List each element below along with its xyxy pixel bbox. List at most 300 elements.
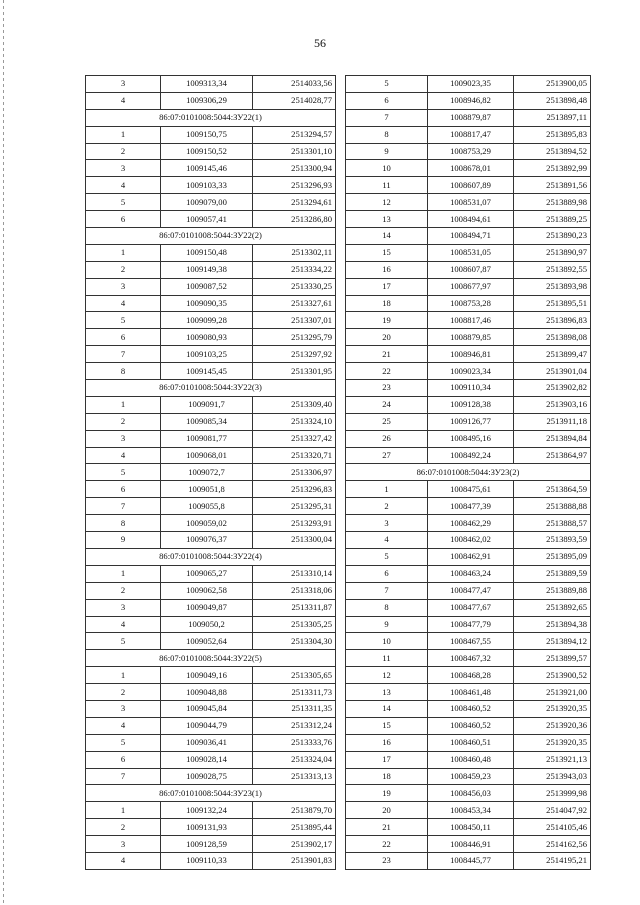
coord-x: 1009103,33	[161, 177, 253, 194]
point-number: 6	[86, 329, 161, 346]
coord-y: 2513304,30	[253, 633, 336, 650]
coord-x: 1009065,27	[161, 565, 253, 582]
point-row	[346, 785, 591, 802]
coord-x: 1008460,52	[428, 717, 514, 734]
coord-y: 2513892,65	[514, 599, 591, 616]
coord-x: 1009057,41	[161, 211, 253, 228]
point-row	[86, 430, 336, 447]
point-number: 4	[86, 295, 161, 312]
point-number: 14	[346, 700, 428, 717]
point-number: 5	[86, 312, 161, 329]
point-number: 5	[346, 548, 428, 565]
coord-x: 1008477,39	[428, 498, 514, 515]
point-row	[346, 734, 591, 751]
point-number: 6	[346, 92, 428, 109]
coord-x: 1009023,34	[428, 363, 514, 380]
point-row	[346, 684, 591, 701]
coord-y: 2513889,98	[514, 194, 591, 211]
point-row	[86, 734, 336, 751]
point-row	[86, 802, 336, 819]
coord-y: 2513895,09	[514, 548, 591, 565]
coord-y: 2513920,35	[514, 734, 591, 751]
point-row	[86, 717, 336, 734]
point-row	[346, 852, 591, 869]
point-number: 2	[86, 261, 161, 278]
coord-y: 2513889,88	[514, 582, 591, 599]
point-row	[346, 329, 591, 346]
point-row	[346, 447, 591, 464]
coord-y: 2513921,13	[514, 751, 591, 768]
point-number: 17	[346, 278, 428, 295]
coord-y: 2513921,00	[514, 684, 591, 701]
coord-x: 1008607,89	[428, 177, 514, 194]
point-number: 17	[346, 751, 428, 768]
coord-x: 1008456,03	[428, 785, 514, 802]
point-number: 2	[86, 582, 161, 599]
parcel-id: 86:07:0101008:5044:ЗУ23(1)	[86, 785, 336, 802]
coord-y: 2513330,25	[253, 278, 336, 295]
coord-x: 1008946,81	[428, 346, 514, 363]
coordinates-table-right	[345, 75, 591, 870]
point-number: 1	[86, 802, 161, 819]
coord-y: 2513890,23	[514, 228, 591, 245]
point-row	[346, 396, 591, 413]
point-row	[86, 616, 336, 633]
point-number: 4	[346, 532, 428, 549]
point-number: 8	[346, 126, 428, 143]
point-row	[346, 143, 591, 160]
point-row	[346, 346, 591, 363]
point-row	[346, 616, 591, 633]
point-row	[86, 751, 336, 768]
point-number: 16	[346, 261, 428, 278]
coord-x: 1008463,24	[428, 565, 514, 582]
coord-y: 2514033,56	[253, 76, 336, 93]
point-row	[346, 211, 591, 228]
point-row	[86, 278, 336, 295]
point-row	[86, 126, 336, 143]
point-number: 21	[346, 819, 428, 836]
coord-y: 2513901,04	[514, 363, 591, 380]
point-row	[346, 498, 591, 515]
point-number: 2	[86, 819, 161, 836]
coord-x: 1009099,28	[161, 312, 253, 329]
point-number: 15	[346, 717, 428, 734]
point-row	[346, 633, 591, 650]
coord-y: 2513296,83	[253, 481, 336, 498]
point-number: 20	[346, 329, 428, 346]
point-row	[86, 143, 336, 160]
coord-x: 1009150,52	[161, 143, 253, 160]
point-number: 4	[86, 852, 161, 869]
point-row	[86, 363, 336, 380]
coord-x: 1009128,59	[161, 836, 253, 853]
point-row	[346, 278, 591, 295]
coord-x: 1008450,11	[428, 819, 514, 836]
point-row	[86, 565, 336, 582]
coord-x: 1008531,07	[428, 194, 514, 211]
point-number: 22	[346, 363, 428, 380]
coord-y: 2513902,17	[253, 836, 336, 853]
coord-x: 1008460,48	[428, 751, 514, 768]
point-row	[86, 633, 336, 650]
coord-y: 2513320,71	[253, 447, 336, 464]
point-row	[86, 194, 336, 211]
coord-x: 1009128,38	[428, 396, 514, 413]
point-number: 7	[346, 582, 428, 599]
coord-x: 1008753,28	[428, 295, 514, 312]
coord-x: 1008494,71	[428, 228, 514, 245]
coord-x: 1009131,93	[161, 819, 253, 836]
coord-x: 1009149,38	[161, 261, 253, 278]
point-row	[86, 244, 336, 261]
coord-x: 1009052,64	[161, 633, 253, 650]
coord-x: 1008467,55	[428, 633, 514, 650]
coord-y: 2513902,82	[514, 380, 591, 397]
coord-x: 1008445,77	[428, 852, 514, 869]
point-number: 20	[346, 802, 428, 819]
parcel-header-row	[86, 228, 336, 245]
coord-x: 1009145,46	[161, 160, 253, 177]
coord-x: 1009051,8	[161, 481, 253, 498]
coord-x: 1009110,33	[161, 852, 253, 869]
point-row	[86, 599, 336, 616]
coord-x: 1009110,34	[428, 380, 514, 397]
point-row	[86, 684, 336, 701]
point-row	[86, 515, 336, 532]
coord-y: 2514028,77	[253, 92, 336, 109]
coord-x: 1009091,7	[161, 396, 253, 413]
coord-x: 1008753,29	[428, 143, 514, 160]
coord-y: 2513893,98	[514, 278, 591, 295]
coord-x: 1009313,34	[161, 76, 253, 93]
coord-x: 1009087,52	[161, 278, 253, 295]
coord-y: 2513892,55	[514, 261, 591, 278]
point-number: 8	[86, 363, 161, 380]
point-row	[86, 768, 336, 785]
coord-x: 1008460,52	[428, 700, 514, 717]
coord-y: 2513891,56	[514, 177, 591, 194]
coord-y: 2513334,22	[253, 261, 336, 278]
coord-y: 2513898,08	[514, 329, 591, 346]
coord-y: 2513889,25	[514, 211, 591, 228]
coord-y: 2513311,73	[253, 684, 336, 701]
parcel-id: 86:07:0101008:5044:ЗУ22(2)	[86, 228, 336, 245]
coord-y: 2513888,57	[514, 515, 591, 532]
coord-x: 1008879,85	[428, 329, 514, 346]
point-row	[346, 92, 591, 109]
point-number: 23	[346, 380, 428, 397]
point-number: 3	[86, 599, 161, 616]
coord-x: 1009023,35	[428, 76, 514, 93]
coord-x: 1008462,02	[428, 532, 514, 549]
point-number: 22	[346, 836, 428, 853]
point-number: 18	[346, 295, 428, 312]
point-number: 2	[86, 413, 161, 430]
coord-x: 1008678,01	[428, 160, 514, 177]
coord-y: 2513900,52	[514, 667, 591, 684]
point-row	[86, 177, 336, 194]
point-number: 13	[346, 211, 428, 228]
coord-y: 2513911,18	[514, 413, 591, 430]
coord-x: 1008817,47	[428, 126, 514, 143]
point-row	[86, 667, 336, 684]
point-number: 9	[346, 616, 428, 633]
coord-x: 1009050,2	[161, 616, 253, 633]
point-number: 15	[346, 244, 428, 261]
point-row	[86, 312, 336, 329]
point-row	[86, 700, 336, 717]
coord-y: 2513920,35	[514, 700, 591, 717]
parcel-id: 86:07:0101008:5044:ЗУ23(2)	[346, 464, 591, 481]
point-row	[86, 498, 336, 515]
point-number: 6	[86, 751, 161, 768]
point-number: 4	[86, 717, 161, 734]
point-row	[346, 76, 591, 93]
point-row	[346, 312, 591, 329]
point-number: 1	[86, 667, 161, 684]
point-row	[86, 160, 336, 177]
point-number: 23	[346, 852, 428, 869]
point-row	[346, 582, 591, 599]
coord-y: 2513895,44	[253, 819, 336, 836]
point-row	[346, 109, 591, 126]
coord-y: 2514162,56	[514, 836, 591, 853]
point-number: 5	[346, 76, 428, 93]
coord-y: 2513892,99	[514, 160, 591, 177]
point-row	[346, 700, 591, 717]
coord-x: 1008817,46	[428, 312, 514, 329]
point-row	[346, 363, 591, 380]
point-number: 7	[86, 498, 161, 515]
point-number: 25	[346, 413, 428, 430]
coord-y: 2513333,76	[253, 734, 336, 751]
coord-y: 2513898,48	[514, 92, 591, 109]
coord-y: 2513293,91	[253, 515, 336, 532]
parcel-header-row	[86, 380, 336, 397]
point-row	[346, 751, 591, 768]
coord-y: 2513327,61	[253, 295, 336, 312]
point-number: 19	[346, 785, 428, 802]
coord-x: 1009081,77	[161, 430, 253, 447]
point-number: 5	[86, 633, 161, 650]
coord-y: 2513318,06	[253, 582, 336, 599]
coord-x: 1008460,51	[428, 734, 514, 751]
coord-x: 1009150,75	[161, 126, 253, 143]
coord-x: 1008462,29	[428, 515, 514, 532]
point-number: 5	[86, 464, 161, 481]
point-number: 13	[346, 684, 428, 701]
coord-y: 2513305,65	[253, 667, 336, 684]
coord-x: 1009126,77	[428, 413, 514, 430]
coord-y: 2513893,59	[514, 532, 591, 549]
parcel-id: 86:07:0101008:5044:ЗУ22(4)	[86, 548, 336, 565]
coord-y: 2514105,46	[514, 819, 591, 836]
coord-y: 2513999,98	[514, 785, 591, 802]
coord-x: 1009145,45	[161, 363, 253, 380]
coord-x: 1008467,32	[428, 650, 514, 667]
coord-x: 1008468,28	[428, 667, 514, 684]
coord-x: 1009055,8	[161, 498, 253, 515]
point-number: 14	[346, 228, 428, 245]
coord-x: 1008477,47	[428, 582, 514, 599]
coord-x: 1008461,48	[428, 684, 514, 701]
point-row	[346, 194, 591, 211]
coord-x: 1008477,67	[428, 599, 514, 616]
point-number: 27	[346, 447, 428, 464]
coord-x: 1009132,24	[161, 802, 253, 819]
coord-y: 2513310,14	[253, 565, 336, 582]
coord-x: 1009306,29	[161, 92, 253, 109]
point-row	[86, 447, 336, 464]
coord-y: 2513327,42	[253, 430, 336, 447]
point-number: 11	[346, 650, 428, 667]
point-row	[86, 92, 336, 109]
point-number: 3	[86, 700, 161, 717]
point-number: 1	[86, 126, 161, 143]
point-row	[346, 667, 591, 684]
coord-y: 2513903,16	[514, 396, 591, 413]
coord-y: 2513311,35	[253, 700, 336, 717]
parcel-header-row	[86, 548, 336, 565]
coord-y: 2513890,97	[514, 244, 591, 261]
coord-y: 2513296,93	[253, 177, 336, 194]
coord-y: 2513294,61	[253, 194, 336, 211]
point-row	[86, 329, 336, 346]
coord-y: 2513895,83	[514, 126, 591, 143]
coord-x: 1009080,93	[161, 329, 253, 346]
point-number: 4	[86, 447, 161, 464]
coord-y: 2513297,92	[253, 346, 336, 363]
coord-y: 2513301,10	[253, 143, 336, 160]
coord-y: 2513324,04	[253, 751, 336, 768]
point-row	[86, 295, 336, 312]
coord-y: 2513305,25	[253, 616, 336, 633]
point-row	[346, 380, 591, 397]
point-row	[86, 532, 336, 549]
point-number: 5	[86, 194, 161, 211]
point-row	[346, 836, 591, 853]
coord-y: 2513900,05	[514, 76, 591, 93]
coord-y: 2513894,52	[514, 143, 591, 160]
point-row	[346, 717, 591, 734]
point-number: 21	[346, 346, 428, 363]
coord-x: 1009150,48	[161, 244, 253, 261]
point-row	[86, 464, 336, 481]
coord-x: 1009079,00	[161, 194, 253, 211]
point-row	[86, 396, 336, 413]
coord-y: 2513896,83	[514, 312, 591, 329]
point-number: 3	[86, 160, 161, 177]
point-row	[346, 548, 591, 565]
point-row	[86, 582, 336, 599]
parcel-header-row	[86, 650, 336, 667]
coord-x: 1008879,87	[428, 109, 514, 126]
coord-x: 1009062,58	[161, 582, 253, 599]
point-number: 7	[86, 768, 161, 785]
coord-x: 1008495,16	[428, 430, 514, 447]
point-number: 4	[86, 92, 161, 109]
coord-y: 2513879,70	[253, 802, 336, 819]
point-row	[86, 481, 336, 498]
point-row	[86, 261, 336, 278]
point-number: 6	[346, 565, 428, 582]
point-number: 11	[346, 177, 428, 194]
point-number: 9	[86, 532, 161, 549]
point-number: 24	[346, 396, 428, 413]
coord-x: 1009103,25	[161, 346, 253, 363]
point-number: 6	[86, 211, 161, 228]
point-number: 2	[346, 498, 428, 515]
point-number: 1	[346, 481, 428, 498]
point-number: 10	[346, 633, 428, 650]
coord-y: 2513895,51	[514, 295, 591, 312]
point-row	[346, 819, 591, 836]
coord-x: 1009036,41	[161, 734, 253, 751]
coordinates-table-left	[85, 75, 336, 870]
coord-x: 1008677,97	[428, 278, 514, 295]
point-number: 10	[346, 160, 428, 177]
page-number: 56	[314, 36, 326, 50]
point-number: 19	[346, 312, 428, 329]
point-row	[346, 160, 591, 177]
coord-x: 1009085,34	[161, 413, 253, 430]
point-row	[86, 852, 336, 869]
coord-x: 1009049,16	[161, 667, 253, 684]
coord-x: 1009072,7	[161, 464, 253, 481]
point-number: 5	[86, 734, 161, 751]
point-row	[86, 413, 336, 430]
coord-x: 1008492,24	[428, 447, 514, 464]
parcel-id: 86:07:0101008:5044:ЗУ22(5)	[86, 650, 336, 667]
point-number: 7	[86, 346, 161, 363]
scan-edge-line	[3, 0, 4, 905]
point-row	[346, 295, 591, 312]
coord-y: 2514195,21	[514, 852, 591, 869]
coord-y: 2513894,38	[514, 616, 591, 633]
coord-y: 2513295,79	[253, 329, 336, 346]
point-row	[86, 76, 336, 93]
point-row	[346, 565, 591, 582]
point-row	[346, 244, 591, 261]
coord-x: 1008475,61	[428, 481, 514, 498]
coord-x: 1008446,91	[428, 836, 514, 853]
coord-y: 2513894,12	[514, 633, 591, 650]
coord-x: 1009044,79	[161, 717, 253, 734]
point-row	[346, 532, 591, 549]
coord-x: 1009048,88	[161, 684, 253, 701]
coord-y: 2513324,10	[253, 413, 336, 430]
coord-x: 1008531,05	[428, 244, 514, 261]
coord-x: 1009049,87	[161, 599, 253, 616]
point-row	[346, 802, 591, 819]
point-number: 8	[346, 599, 428, 616]
point-row	[346, 430, 591, 447]
coord-x: 1009059,02	[161, 515, 253, 532]
coord-y: 2513313,13	[253, 768, 336, 785]
coord-y: 2513295,31	[253, 498, 336, 515]
point-number: 1	[86, 396, 161, 413]
point-number: 8	[86, 515, 161, 532]
point-number: 4	[86, 177, 161, 194]
point-row	[86, 346, 336, 363]
coord-y: 2513901,83	[253, 852, 336, 869]
coord-y: 2514047,92	[514, 802, 591, 819]
point-number: 18	[346, 768, 428, 785]
coord-y: 2513311,87	[253, 599, 336, 616]
coord-y: 2513899,57	[514, 650, 591, 667]
point-number: 7	[346, 109, 428, 126]
